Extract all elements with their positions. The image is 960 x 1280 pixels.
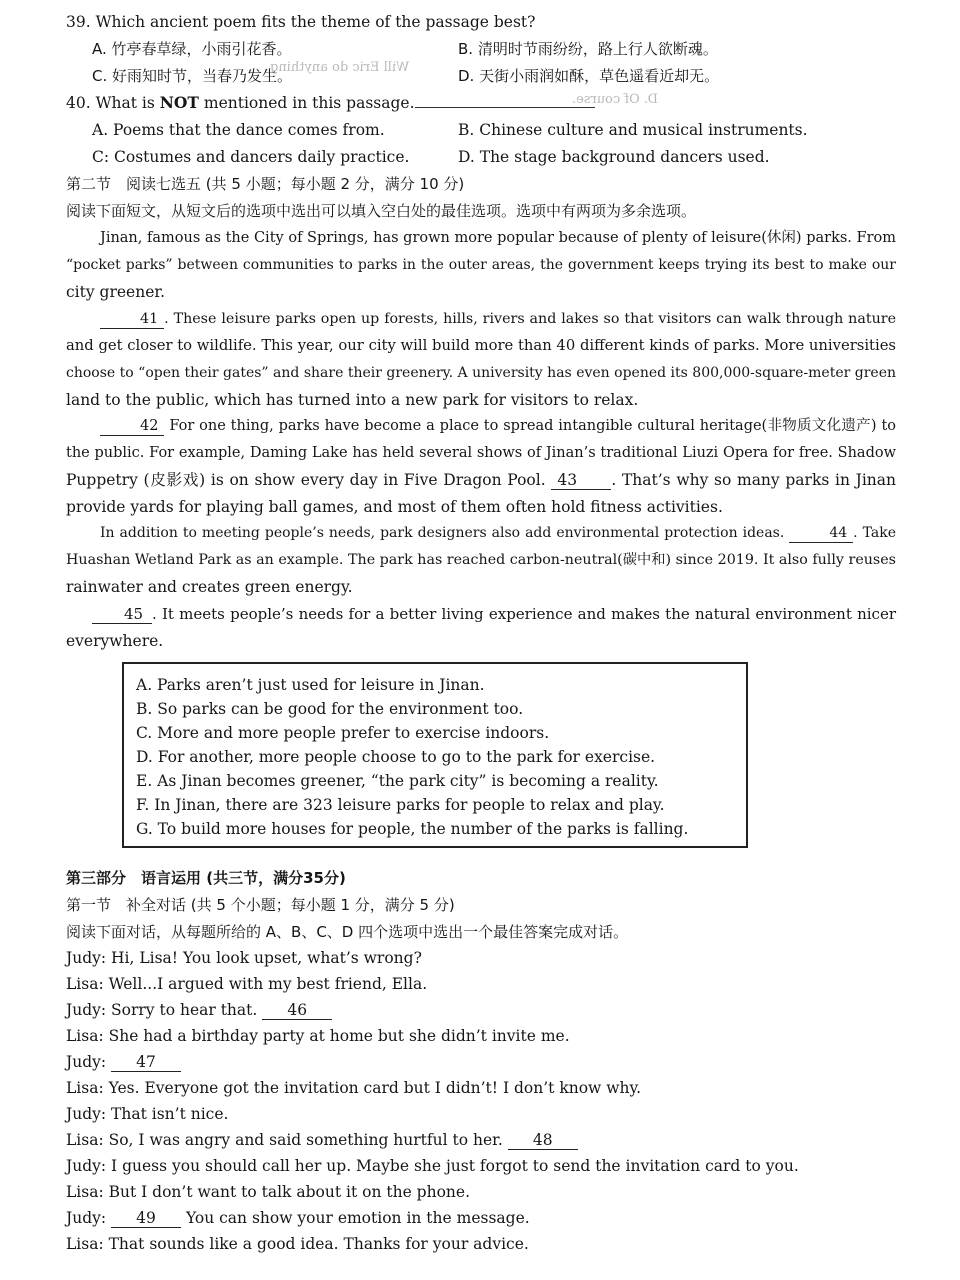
option-d: D. For another, more people choose to go to the park for exercise. <box>136 748 656 766</box>
dialogue-line: Judy: I guess you should call her up. Maybe she just forgot to send the invitation card to you. <box>66 1157 799 1175</box>
passage-line: provide yards for playing ball games, and most of them often hold fitness activities. <box>66 498 723 516</box>
section-2-instruction: 阅读下面短文，从短文后的选项中选出可以填入空白处的最佳选项。选项中有两项为多余选项。 <box>66 202 697 220</box>
passage-line: city greener. <box>66 283 166 301</box>
question-39-option-d: D. 天街小雨润如酥，草色遥看近却无。 <box>458 67 720 85</box>
part-3-title: 第三部分 语言运用 (共三节，满分35分) <box>66 869 346 887</box>
part-3-instruction: 阅读下面对话，从每题所给的 A、B、C、D 四个选项中选出一个最佳答案完成对话。 <box>66 923 629 941</box>
blank-41: 41 <box>100 311 164 329</box>
blank-42: 42 <box>100 418 164 436</box>
blank-43: 43 <box>551 472 611 490</box>
dialogue-line: Judy: Sorry to hear that. 46 <box>66 1000 332 1020</box>
dialogue-line: Lisa: That sounds like a good idea. Thanks for your advice. <box>66 1235 529 1253</box>
option-b: B. So parks can be good for the environment too. <box>136 700 524 718</box>
question-40-option-b: B. Chinese culture and musical instruments. <box>458 121 808 139</box>
passage-line: “pocket parks” between communities to parks in the outer areas, the government keeps trying its best to make our <box>66 257 896 273</box>
passage-line: land to the public, which has turned into a new park for visitors to relax. <box>66 391 639 409</box>
question-39-option-a: A. 竹亭春草绿，小雨引花香。 <box>92 40 292 58</box>
passage-line: Jinan, famous as the City of Springs, has grown more popular because of plenty of leisure(休闲) parks. From <box>100 230 896 246</box>
question-40-option-d: D. The stage background dancers used. <box>458 148 770 166</box>
passage-line: and get closer to wildlife. This year, our city will build more than 40 different kinds of parks. More universities <box>66 337 896 354</box>
dialogue-line: Judy: That isn’t nice. <box>66 1105 229 1123</box>
dialogue-line: Judy: 47 <box>66 1052 181 1072</box>
passage-line: the public. For example, Daming Lake has held several shows of Jinan’s traditional Liuzi Opera for free. Shadow <box>66 445 896 461</box>
dialogue-line: Lisa: She had a birthday party at home but she didn’t invite me. <box>66 1027 570 1045</box>
bleed-through-text: Will Eric do anything <box>270 60 410 75</box>
passage-line: 42 For one thing, parks have become a place to spread intangible cultural heritage(非物质文化遗产) to <box>66 416 896 436</box>
passage-line: 45 . It meets people’s needs for a better living experience and makes the natural environment nicer <box>66 604 896 624</box>
blank-46: 46 <box>262 1002 332 1020</box>
dialogue-line: Lisa: Well...I argued with my best friend, Ella. <box>66 975 428 993</box>
blank-44: 44 <box>789 525 853 543</box>
passage-line: everywhere. <box>66 632 164 650</box>
passage-line: Huashan Wetland Park as an example. The park has reached carbon-neutral(碳中和) since 2019. It also fully reuses <box>66 552 896 568</box>
passage-line: choose to “open their gates” and share their greenery. A university has even opened its 800,000-square-meter green <box>66 365 896 381</box>
passage-line: 41 . These leisure parks open up forests, hills, rivers and lakes so that visitors can walk through nature <box>66 309 896 329</box>
options-box <box>122 662 748 848</box>
answer-blank <box>415 93 595 108</box>
passage-line: Puppetry (皮影戏) is on show every day in Five Dragon Pool. 43 . That’s why so many parks in Jinan <box>66 471 896 489</box>
option-g: G. To build more houses for people, the number of the parks is falling. <box>136 820 689 838</box>
dialogue-line: Lisa: So, I was angry and said something hurtful to her. 48 <box>66 1130 578 1150</box>
blank-47: 47 <box>111 1054 181 1072</box>
part-3-section-1-title: 第一节 补全对话 (共 5 个小题；每小题 1 分，满分 5 分) <box>66 896 455 914</box>
question-39-option-c: C. 好雨知时节，当春乃发生。 <box>92 67 293 85</box>
question-39-stem: 39. Which ancient poem fits the theme of the passage best? <box>66 13 536 31</box>
bleed-through-text: D. Of course. <box>572 92 659 107</box>
question-40-option-c: C: Costumes and dancers daily practice. <box>92 148 410 166</box>
option-e: E. As Jinan becomes greener, “the park city” is becoming a reality. <box>136 772 659 790</box>
dialogue-line: Lisa: Yes. Everyone got the invitation card but I didn’t! I don’t know why. <box>66 1079 642 1097</box>
option-f: F. In Jinan, there are 323 leisure parks for people to relax and play. <box>136 796 665 814</box>
dialogue-line: Judy: Hi, Lisa! You look upset, what’s wrong? <box>66 949 422 967</box>
blank-48: 48 <box>508 1132 578 1150</box>
section-2-title: 第二节 阅读七选五 (共 5 小题；每小题 2 分，满分 10 分) <box>66 175 465 193</box>
option-a: A. Parks aren’t just used for leisure in Jinan. <box>136 676 485 694</box>
passage-line: rainwater and creates green energy. <box>66 578 353 596</box>
blank-45: 45 <box>92 606 152 624</box>
question-39-option-b: B. 清明时节雨纷纷，路上行人欲断魂。 <box>458 40 718 58</box>
dialogue-line: Judy: 49 You can show your emotion in the message. <box>66 1209 530 1227</box>
question-40-stem: 40. What is NOT mentioned in this passage. <box>66 93 595 113</box>
question-40-option-a: A. Poems that the dance comes from. <box>92 121 385 139</box>
dialogue-line: Lisa: But I don’t want to talk about it on the phone. <box>66 1183 470 1201</box>
blank-49: 49 <box>111 1210 181 1228</box>
passage-line: In addition to meeting people’s needs, park designers also add environmental protection ideas. 44 . Take <box>100 525 896 541</box>
option-c: C. More and more people prefer to exercise indoors. <box>136 724 550 742</box>
